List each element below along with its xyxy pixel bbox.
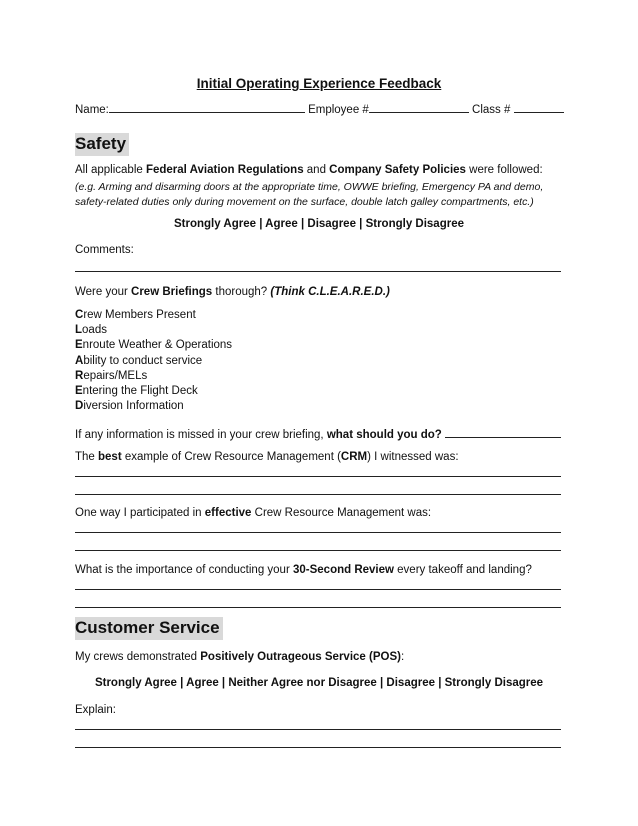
cleared-item-text: oads	[82, 324, 107, 337]
far-bold: Federal Aviation Regulations	[145, 164, 304, 176]
briefing-bold: Crew Briefings	[131, 286, 213, 298]
safety-agreement-scale[interactable]: Strongly Agree | Agree | Disagree | Strongly Disagree	[174, 218, 464, 230]
comments-label: Comments:	[75, 244, 134, 256]
policies-bold: Company Safety Policies	[329, 164, 466, 176]
missed-prefix: If any information is missed in your crew briefing,	[75, 429, 327, 441]
customer-service-agreement-scale[interactable]: Strongly Agree | Agree | Neither Agree nor Disagree | Disagree | Strongly Disagree	[94, 677, 544, 689]
crm-best-prefix: The	[75, 451, 99, 463]
crm-eff-suffix: Crew Resource Management was:	[251, 507, 432, 519]
pos-suffix: :	[400, 651, 405, 663]
explain-answer-line-2[interactable]	[75, 747, 561, 748]
cleared-item	[75, 399, 184, 413]
cleared-item-text: nroute Weather & Operations	[82, 339, 233, 352]
missed-info-question	[75, 427, 561, 442]
cleared-item-initial: D	[75, 400, 84, 413]
cleared-item-text: epairs/MELs	[83, 369, 148, 382]
cleared-item	[75, 354, 202, 368]
crm-effective-answer-line-2[interactable]	[75, 550, 561, 551]
cleared-item-text: bility to conduct service	[83, 354, 203, 367]
cleared-item-text: ntering the Flight Deck	[82, 385, 198, 397]
cleared-item-initial: R	[75, 369, 84, 382]
employee-number-field[interactable]	[369, 102, 469, 113]
pos-prefix: My crews demonstrated	[75, 651, 201, 663]
header-fields-row	[75, 102, 564, 117]
cleared-item	[75, 338, 232, 352]
cleared-item	[75, 369, 147, 383]
name-field[interactable]	[109, 102, 305, 113]
crm-effective-answer-line-1[interactable]	[75, 532, 561, 533]
review-prefix: What is the importance of conducting your	[75, 564, 293, 576]
crm-best-question	[75, 450, 459, 464]
cleared-item-initial: A	[75, 354, 84, 367]
crm-eff-prefix: One way I participated in	[75, 507, 205, 519]
feedback-form	[75, 0, 563, 826]
review-question	[75, 563, 532, 577]
crm-effective-question	[75, 506, 431, 520]
crm-best-suffix: ) I witnessed was:	[367, 451, 459, 463]
safety-heading: Safety	[75, 133, 129, 156]
explain-answer-line-1[interactable]	[75, 729, 561, 730]
explain-label: Explain:	[75, 704, 116, 716]
crew-briefing-question	[75, 285, 390, 299]
class-number-field[interactable]	[514, 102, 564, 113]
cleared-item	[75, 384, 198, 398]
crm-best-answer-line-2[interactable]	[75, 494, 561, 495]
review-answer-line-2[interactable]	[75, 607, 561, 608]
employee-label: Employee #	[308, 104, 369, 116]
cleared-item-initial: L	[75, 324, 83, 337]
safety-example-line-2: safety-related duties only during movement on the surface, double latch galley compartments, etc.)	[75, 196, 534, 208]
pos-bold: Positively Outrageous Service (POS)	[200, 651, 401, 663]
briefing-prefix: Were your	[75, 286, 132, 298]
missed-bold: what should you do?	[326, 429, 442, 441]
name-label: Name:	[75, 104, 109, 116]
cleared-item	[75, 323, 107, 337]
far-statement	[75, 163, 543, 177]
cleared-item-initial: C	[75, 309, 84, 321]
cleared-item-text: rew Members Present	[83, 309, 196, 321]
far-prefix: All applicable	[75, 164, 146, 176]
cleared-item-text: iversion Information	[83, 400, 184, 413]
missed-info-answer[interactable]	[445, 427, 561, 438]
far-suffix: were followed:	[465, 164, 543, 176]
crm-best-answer-line-1[interactable]	[75, 476, 561, 477]
pos-statement	[75, 650, 404, 664]
crm-eff-bold: effective	[204, 507, 252, 519]
review-bold: 30-Second Review	[292, 564, 394, 576]
far-mid: and	[303, 164, 330, 176]
review-answer-line-1[interactable]	[75, 589, 561, 590]
cleared-item	[75, 308, 196, 322]
cleared-item-initial: E	[75, 339, 83, 352]
comments-line[interactable]	[75, 271, 561, 272]
class-label: Class #	[472, 104, 511, 116]
safety-example-line-1: (e.g. Arming and disarming doors at the appropriate time, OWWE briefing, Emergency PA and demo,	[75, 181, 544, 193]
crm-best-bold: best	[98, 451, 122, 463]
briefing-mid: thorough?	[212, 286, 271, 298]
page-title: Initial Operating Experience Feedback	[196, 76, 442, 91]
crm-best-mid: example of Crew Resource Management (	[121, 451, 341, 463]
review-suffix: every takeoff and landing?	[393, 564, 532, 576]
cleared-hint: (Think C.L.E.A.R.E.D.)	[270, 286, 390, 298]
customer-service-heading: Customer Service	[75, 617, 223, 640]
cleared-item-initial: E	[75, 385, 83, 397]
crm-bold: CRM	[340, 451, 368, 463]
